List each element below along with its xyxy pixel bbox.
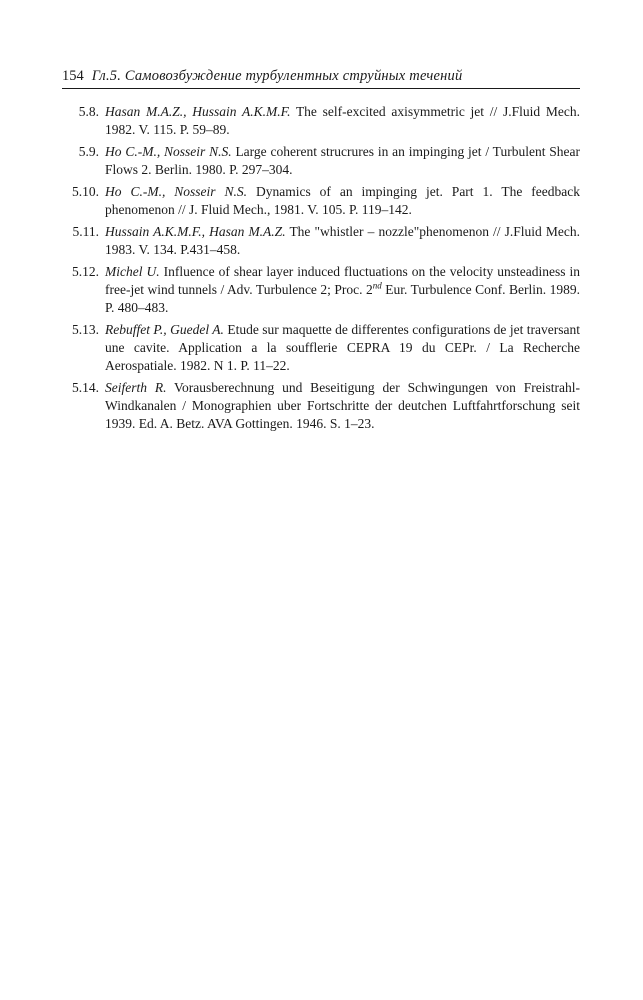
reference-text: Vorausberechnung und Beseitigung der Schwingungen von Freistrahl-Windkanalen / Monographien uber Fortschritte der deutchen Luftfahrtforschung seit 1939. Ed. A. Betz. AVA Gottingen. 1946. S. 1–23. [105, 380, 580, 431]
running-head [62, 66, 580, 86]
reference-authors: Ho C.-M., Nosseir N.S. [105, 184, 247, 199]
reference-authors: Ho C.-M., Nosseir N.S. [105, 144, 232, 159]
reference-text: The self-excited axisymmetric jet // J.Fluid Mech. 1982. V. 115. P. 59–89. [105, 104, 580, 137]
reference-text: Influence of shear layer induced fluctuations on the velocity unsteadiness in free-jet wind tunnels / Adv. Turbulence 2; Proc. 2 [105, 264, 581, 297]
page-number: 154 [62, 68, 84, 84]
reference-authors: Hussain A.K.M.F., Hasan M.A.Z. [105, 224, 286, 239]
reference-text: Dynamics of an impinging jet. Part 1. The feedback phenomenon // J. Fluid Mech., 1981. V. 105. P. 119–142. [105, 184, 580, 217]
reference-item [62, 321, 580, 375]
reference-item [62, 263, 580, 317]
reference-number: 5.11. [72, 224, 99, 239]
reference-item [62, 223, 580, 259]
reference-number: 5.8. [78, 104, 99, 119]
reference-authors: Hasan M.A.Z., Hussain A.K.M.F. [105, 104, 291, 119]
reference-item [62, 103, 580, 139]
reference-text: Etude sur maquette de differentes configurations de jet traversant une cavite. Application a la soufflerie CEPRA 19 du CEPr. / La Recherche Aerospatiale. 1982. N 1. P. 11–22. [105, 322, 581, 373]
reference-text: Large coherent strucrures in an impinging jet / Turbulent Shear Flows 2. Berlin. 1980. P. 297–304. [105, 144, 581, 177]
reference-number: 5.12. [72, 264, 99, 279]
reference-number: 5.14. [72, 380, 99, 395]
reference-text-continued: Eur. Turbulence Conf. Berlin. 1989. P. 480–483. [105, 282, 580, 315]
reference-number: 5.13. [72, 322, 99, 337]
reference-superscript: nd [372, 280, 382, 291]
reference-authors: Michel U. [105, 264, 160, 279]
chapter-title: Гл.5. Самовозбуждение турбулентных струйных течений [91, 68, 463, 84]
reference-number: 5.10. [72, 184, 99, 199]
reference-item [62, 143, 580, 179]
header-rule [62, 88, 580, 89]
reference-authors: Seiferth R. [105, 380, 167, 395]
reference-text: The "whistler – nozzle"phenomenon // J.Fluid Mech. 1983. V. 134. P.431–458. [105, 224, 580, 257]
reference-item [62, 183, 580, 219]
reference-authors: Rebuffet P., Guedel A. [105, 322, 224, 337]
reference-number: 5.9. [78, 144, 99, 159]
reference-item [62, 379, 580, 433]
reference-list [62, 103, 580, 437]
